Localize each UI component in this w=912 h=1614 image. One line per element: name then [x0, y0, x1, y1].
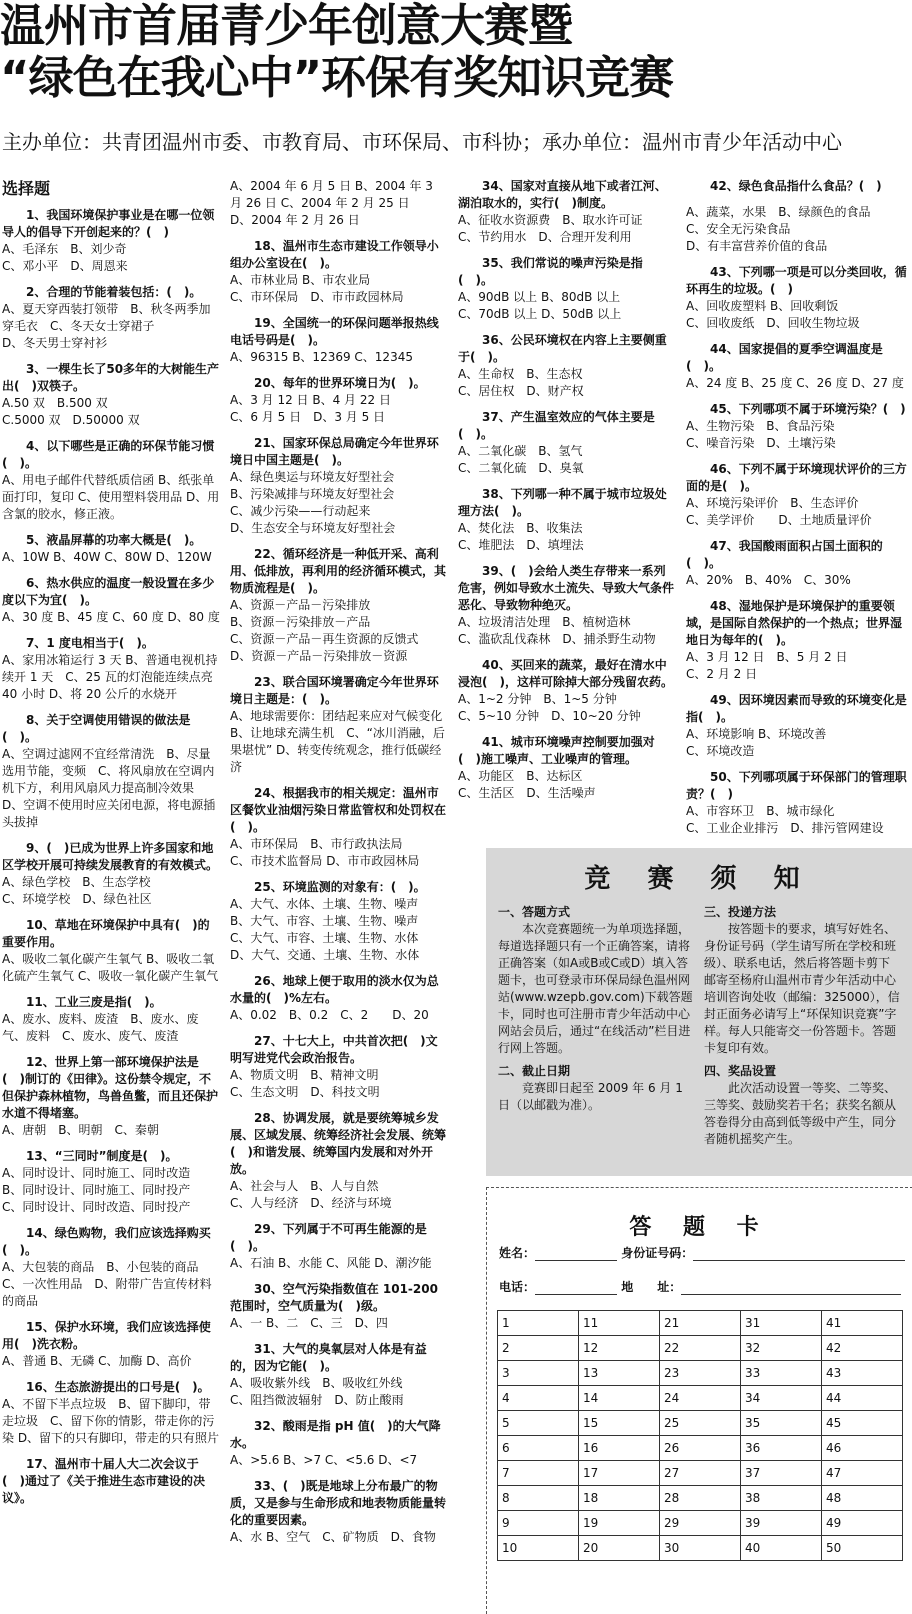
question-item: [2, 1319, 220, 1370]
question-stem: 38、下列哪一种不属于城市垃圾处理方法( )。: [458, 487, 667, 518]
question-item: [230, 1281, 448, 1332]
answer-cell[interactable]: 45: [822, 1411, 903, 1436]
question-item: [458, 563, 676, 648]
answer-cell[interactable]: 12: [579, 1336, 660, 1361]
question-stem: 13、“三同时”制度是( )。: [26, 1149, 178, 1163]
question-item: [458, 734, 676, 802]
answer-cell[interactable]: 40: [741, 1536, 822, 1561]
question-stem: 34、国家对直接从地下或者江河、湖泊取水的，实行( )制度。: [458, 179, 667, 210]
organizers-line: 主办单位：共青团温州市委、市教育局、市环保局、市科协；承办单位：温州市青少年活动中心: [2, 130, 842, 154]
answer-cell[interactable]: 1: [498, 1311, 579, 1336]
question-stem: 23、联合国环境署确定今年世界环境日主题是：( )。: [230, 675, 439, 706]
notice-body: 本次竞赛题统一为单项选择题，每道选择题只有一个正确答案，请将正确答案（如A或B或C或D）填入答题卡，也可登录市环保局绿色温州网站(www.wzepb.gov.com)下载答题卡，同时也可注册市青少年活动中心网站会员后，通过“在线活动”栏目进行网上答题。: [498, 922, 693, 1055]
answer-cell[interactable]: 24: [660, 1386, 741, 1411]
question-options: A、绿色奥运与环境友好型社会: [230, 470, 395, 484]
question-item: [686, 538, 908, 589]
question-options: A、20% B、40% C、30%: [686, 573, 851, 587]
question-options: C、工业企业排污 D、排污管网建设: [686, 821, 884, 835]
question-item: [686, 692, 908, 760]
question-options: A、普通 B、无磷 C、加酶 D、高价: [2, 1354, 192, 1368]
address-line[interactable]: [681, 1282, 901, 1295]
question-options: A、回收废塑料 B、回收剩饭: [686, 299, 839, 313]
notice-body: 此次活动设置一等奖、二等奖、三等奖、鼓励奖若干名；获奖名额从答卷得分由高到低等级中产生，同分者随机摇奖产生。: [704, 1081, 897, 1146]
answer-cell[interactable]: 26: [660, 1436, 741, 1461]
question-item: [230, 1418, 448, 1469]
question-options: A、水 B、空气 C、矿物质 D、食物: [230, 1530, 436, 1544]
answer-card-title: 答 题 卡: [629, 1215, 771, 1240]
question-options: C、居住权 D、财产权: [458, 384, 584, 398]
question-item: [230, 1478, 448, 1546]
answer-grid: [497, 1310, 903, 1561]
question-stem: 45、下列哪项不属于环境污染？( ): [710, 402, 906, 416]
address-label: 地 址：: [621, 1280, 682, 1294]
question-options: B、同时设计、同时施工、同时投产: [2, 1183, 191, 1197]
answer-cell[interactable]: 44: [822, 1386, 903, 1411]
question-options: A、废水、废料、废渣 B、废水、废气、废料 C、废水、废气、废渣: [2, 1012, 199, 1043]
question-item: [2, 207, 220, 275]
question-options: A、30 度 B、45 度 C、60 度 D、80 度: [2, 610, 220, 624]
question-item: [686, 341, 908, 392]
answer-grid-row: [498, 1461, 903, 1486]
name-label: 姓名：: [499, 1246, 536, 1260]
question-options: A、不留下半点垃圾 B、留下脚印，带走垃圾 C、留下你的情影，带走你的污染 D、留下的只有脚印，带走的只有照片: [2, 1397, 220, 1445]
question-stem: 30、空气污染指数值在 101-200 范围时，空气质量为( )级。: [230, 1282, 438, 1313]
question-stem: 27、十七大上，中共首次把( )文明写进党代会政治报告。: [230, 1034, 438, 1065]
question-item: [2, 994, 220, 1045]
question-item: [686, 598, 908, 683]
notice-body: 竞赛即日起至 2009 年 6 月 1 日（以邮戳为准）。: [498, 1081, 683, 1112]
question-options: B、污染减排与环境友好型社会: [230, 487, 395, 501]
answer-grid-row: [498, 1336, 903, 1361]
question-options: A、地球需要你：团结起来应对气候变化 B、让地球充满生机 C、“冰川消融，后果堪忧” D、转变传统观念，推行低碳经济: [230, 709, 445, 774]
question-item: [230, 879, 448, 964]
question-options: C、生态文明 D、科技文明: [230, 1085, 380, 1099]
question-stem: 37、产生温室效应的气体主要是( )。: [458, 410, 655, 441]
question-options: A、0.02 B、0.2 C、2 D、20: [230, 1008, 429, 1022]
question-item: [686, 401, 908, 452]
answer-cell[interactable]: 10: [498, 1536, 579, 1561]
question-options: C、6 月 5 日 D、3 月 5 日: [230, 410, 386, 424]
question-stem: 28、协调发展，就是要统筹城乡发展、区域发展、统筹经济社会发展、统筹( )和谐发展、统筹国内发展和对外开放。: [230, 1111, 447, 1176]
question-options: A、市环保局 B、市行政执法局: [230, 837, 403, 851]
question-item: [458, 409, 676, 477]
question-stem: 43、下列哪一项是可以分类回收，循环再生的垃圾。( ): [686, 265, 907, 296]
question-stem: 8、关于空调使用错误的做法是( )。: [2, 713, 191, 744]
question-stem: 5、液晶屏幕的功率大概是( )。: [26, 533, 202, 547]
answer-cell[interactable]: 17: [579, 1461, 660, 1486]
question-stem: 4、以下哪些是正确的环保节能习惯( )。: [2, 439, 215, 470]
questions-column-1: [2, 178, 220, 1516]
answer-grid-row: [498, 1536, 903, 1561]
question-stem: 1、我国环境保护事业是在哪一位领导人的倡导下开创起来的？( ): [2, 208, 215, 239]
answer-grid-row: [498, 1311, 903, 1336]
question-options: A、焚化法 B、收集法: [458, 521, 583, 535]
notice-right-column: [704, 900, 900, 1154]
question-stem: 17、温州市十届人大二次会议于( )通过了《关于推进生态市建设的决议》。: [2, 1457, 205, 1505]
question-stem: 46、下列不属于环境现状评价的三方面的是( )。: [686, 462, 907, 493]
question-options: C、同时设计、同时改造、同时投产: [2, 1200, 191, 1214]
question-item: [230, 238, 448, 306]
question-stem: 16、生态旅游提出的口号是( )。: [26, 1380, 210, 1394]
phone-line[interactable]: [535, 1282, 617, 1295]
question-options: C、市技术监督局 D、市市政园林局: [230, 854, 420, 868]
question-item: [230, 973, 448, 1024]
question-stem: 50、下列哪项属于环保部门的管理职责？( ): [686, 770, 907, 801]
question-options: A、空调过滤网不宜经常清洗 B、尽量选用节能，变频 C、将风扇放在空调内机下方，利用风扇风力提高制冷效果 D、空调不使用时应关闭电源，将电源插头拔掉: [2, 747, 216, 829]
notice-heading: 二、截止日期: [498, 1064, 571, 1078]
card-row-name: [499, 1244, 905, 1261]
question-stem: 7、1 度电相当于( )。: [26, 636, 154, 650]
headline-line-2: “绿色在我心中”环保有奖知识竞赛: [0, 51, 674, 104]
answer-cell[interactable]: 33: [741, 1361, 822, 1386]
question-options: A、1~2 分钟 B、1~5 分钟: [458, 692, 617, 706]
answer-grid-row: [498, 1436, 903, 1461]
answer-grid-row: [498, 1411, 903, 1436]
notice-body: 按答题卡的要求，填写好姓名、身份证号码（学生请写所在学校和班级）、联系电话，然后将答题卡剪下邮寄至杨府山温州市青少年活动中心培训咨询处收（邮编：325000），信封正面务必请写上“环保知识竞赛”字样。每人只能寄交一份答题卡。答题卡复印有效。: [704, 922, 900, 1055]
answer-cell[interactable]: 7: [498, 1461, 579, 1486]
id-label: 身份证号码：: [621, 1246, 694, 1260]
answer-cell[interactable]: 41: [822, 1311, 903, 1336]
question-options: A、一 B、二 C、三 D、四: [230, 1316, 388, 1330]
answer-cell[interactable]: 3: [498, 1361, 579, 1386]
notice-heading: 四、奖品设置: [704, 1064, 777, 1078]
question-stem: 11、工业三废是指( )。: [26, 995, 162, 1009]
notice-title: 竞 赛 须 知: [584, 864, 814, 894]
section-title: 选择题: [2, 179, 51, 198]
question-stem: 42、绿色食品指什么食品？( ): [710, 179, 882, 193]
question-options: A、同时设计、同时施工、同时改造: [2, 1166, 191, 1180]
question-stem: 40、买回来的蔬菜，最好在清水中浸泡( )，这样可除掉大部分残留农药。: [458, 658, 673, 689]
question-options: D、大气、交通、土壤、生物、水体: [230, 948, 420, 962]
question-item: [2, 1148, 220, 1216]
question-item: [230, 1221, 448, 1272]
answer-cell[interactable]: 47: [822, 1461, 903, 1486]
question-item: [230, 1341, 448, 1409]
question-options: C、环境改造: [686, 744, 755, 758]
questions-column-4: [686, 178, 908, 846]
question-options: A、唐朝 B、明朝 C、秦朝: [2, 1123, 159, 1137]
id-line[interactable]: [693, 1248, 905, 1261]
question-item: [458, 178, 676, 246]
name-line[interactable]: [535, 1248, 617, 1261]
question-options: C、生活区 D、生活噪声: [458, 786, 596, 800]
answer-cell[interactable]: 20: [579, 1536, 660, 1561]
question-item: [2, 532, 220, 566]
card-row-phone: [499, 1278, 901, 1295]
question-stem: 26、地球上便于取用的淡水仅为总水量的( )%左右。: [230, 974, 439, 1005]
question-options: C、2 月 2 日: [686, 667, 758, 681]
answer-cell[interactable]: 36: [741, 1436, 822, 1461]
question-options: C、回收废纸 D、回收生物垃圾: [686, 316, 860, 330]
answer-cell[interactable]: 11: [579, 1311, 660, 1336]
question-options: A、吸收二氧化碳产生氧气 B、吸收二氧化硫产生氧气 C、吸收一氧化碳产生氧气: [2, 952, 219, 983]
question-stem: 49、因环境因素而导致的环境变化是指( )。: [686, 693, 907, 724]
question-stem: 44、国家提倡的夏季空调温度是( )。: [686, 342, 883, 373]
question-options: C、环境学校 D、绿色社区: [2, 892, 152, 906]
question-options: A、吸收紫外线 B、吸收红外线: [230, 1376, 403, 1390]
question-item: [230, 1110, 448, 1212]
question-options: A、2004 年 6 月 5 日 B、2004 年 3 月 26 日 C、2004 年 2 月 25 日: [230, 179, 433, 210]
question-options: A.50 双 B.500 双: [2, 396, 108, 410]
question-options: A、征收水资源费 B、取水许可证: [458, 213, 643, 227]
question-options: C、安全无污染食品: [686, 222, 791, 236]
headline-line-1: 温州市首届青少年创意大赛暨: [0, 0, 573, 52]
question-options: D、冬天男士穿衬衫: [2, 336, 108, 350]
question-item: [230, 178, 448, 229]
question-options: A、用电子邮件代替纸质信函 B、纸张单面打印，复印 C、使用塑料袋用品 D、用含氯的胶水，修正液。: [2, 473, 220, 521]
question-options: C、资源－产品－再生资源的反馈式: [230, 632, 419, 646]
question-stem: 31、大气的臭氧层对人体是有益的，因为它能( )。: [230, 1342, 427, 1373]
question-options: A、环境影响 B、环境改善: [686, 727, 827, 741]
answer-grid-row: [498, 1511, 903, 1536]
question-stem: 12、世界上第一部环境保护法是( )制订的《田律》。这份禁令规定，不但保护森林植物，鸟兽鱼鳖，而且还保护水道不得堵塞。: [2, 1055, 219, 1120]
question-options: A、96315 B、12369 C、12345: [230, 350, 413, 364]
answer-cell[interactable]: 13: [579, 1361, 660, 1386]
question-options: A、绿色学校 B、生态学校: [2, 875, 151, 889]
question-options: B、资源－污染排放－产品: [230, 615, 371, 629]
question-item: [2, 361, 220, 429]
question-options: A、夏天穿西装打领带 B、秋冬两季加穿毛衣 C、冬天女士穿裙子: [2, 302, 211, 333]
answer-cell[interactable]: 21: [660, 1311, 741, 1336]
question-options: A、社会与人 B、人与自然: [230, 1179, 379, 1193]
question-item: [2, 635, 220, 703]
answer-cell[interactable]: 14: [579, 1386, 660, 1411]
answer-cell[interactable]: 38: [741, 1486, 822, 1511]
question-options: A、3 月 12 日 B、4 月 22 日: [230, 393, 391, 407]
question-stem: 25、环境监测的对象有：( )。: [254, 880, 426, 894]
answer-cell[interactable]: 9: [498, 1511, 579, 1536]
question-item: [2, 840, 220, 908]
question-item: [2, 917, 220, 985]
question-item: [230, 375, 448, 426]
question-options: C、减少污染——行动起来: [230, 504, 371, 518]
answer-cell[interactable]: 30: [660, 1536, 741, 1561]
question-stem: 35、我们常说的噪声污染是指( )。: [458, 256, 643, 287]
question-stem: 3、一棵生长了50多年的大树能生产出( )双筷子。: [2, 362, 220, 393]
question-stem: 15、保护水环境，我们应该选择使用( )洗衣粉。: [2, 1320, 211, 1351]
question-stem: 18、温州市生态市建设工作领导小组办公室设在( )。: [230, 239, 439, 270]
question-options: C、邓小平 D、周恩来: [2, 259, 128, 273]
question-item: [686, 461, 908, 529]
question-item: [2, 438, 220, 523]
question-item: [458, 657, 676, 725]
answer-cell[interactable]: 25: [660, 1411, 741, 1436]
question-item: [686, 178, 908, 195]
question-options: A、24 度 B、25 度 C、26 度 D、27 度: [686, 376, 904, 390]
question-options: A、蔬菜，水果 B、绿颜色的食品: [686, 205, 871, 219]
answer-grid-row: [498, 1486, 903, 1511]
questions-column-3: [458, 178, 676, 811]
question-item: [230, 1033, 448, 1101]
answer-cell[interactable]: 6: [498, 1436, 579, 1461]
answer-grid-row: [498, 1386, 903, 1411]
answer-cell[interactable]: 15: [579, 1411, 660, 1436]
question-options: C、70dB 以上 D、50dB 以上: [458, 307, 622, 321]
question-stem: 41、城市环境噪声控制要加强对( )施工噪声、工业噪声的管理。: [458, 735, 655, 766]
question-options: A、石油 B、水能 C、风能 D、潮汐能: [230, 1256, 432, 1270]
question-stem: 9、( )已成为世界上许多国家和地区学校开展可持续发展教育的有效模式。: [2, 841, 219, 872]
answer-cell[interactable]: 18: [579, 1486, 660, 1511]
question-options: C、人与经济 D、经济与环境: [230, 1196, 392, 1210]
phone-label: 电话：: [499, 1280, 536, 1294]
question-stem: 20、每年的世界环境日为( )。: [254, 376, 426, 390]
question-options: D、2004 年 2 月 26 日: [230, 213, 360, 227]
contest-notice-box: [486, 848, 912, 1176]
answer-cell[interactable]: 23: [660, 1361, 741, 1386]
question-options: A、功能区 B、达标区: [458, 769, 583, 783]
question-options: A、物质文明 B、精神文明: [230, 1068, 379, 1082]
question-item: [2, 712, 220, 831]
answer-cell[interactable]: 22: [660, 1336, 741, 1361]
question-item: [230, 546, 448, 665]
answer-card: [486, 1187, 912, 1614]
question-options: A、家用冰箱运行 3 天 B、普通电视机持续开 1 天 C、25 瓦的灯泡能连续点亮 40 小时 D、将 20 公斤的水烧开: [2, 653, 218, 701]
question-options: C、节约用水 D、合理开发利用: [458, 230, 632, 244]
answer-cell[interactable]: 39: [741, 1511, 822, 1536]
question-options: A、大气、水体、土壤、生物、噪声: [230, 897, 419, 911]
answer-cell[interactable]: 28: [660, 1486, 741, 1511]
question-options: C、噪音污染 D、土壤污染: [686, 436, 836, 450]
question-options: A、市林业局 B、市农业局: [230, 273, 371, 287]
question-options: A、市容环卫 B、城市绿化: [686, 804, 835, 818]
question-item: [2, 284, 220, 352]
answer-cell[interactable]: 31: [741, 1311, 822, 1336]
question-options: A、>5.6 B、>7 C、<5.6 D、<7: [230, 1453, 418, 1467]
answer-cell[interactable]: 5: [498, 1411, 579, 1436]
question-item: [458, 332, 676, 400]
question-options: A、大包装的商品 B、小包装的商品 C、一次性用品 D、附带广告宣传材料的商品: [2, 1260, 212, 1308]
answer-cell[interactable]: 42: [822, 1336, 903, 1361]
question-item: [230, 435, 448, 537]
question-item: [686, 264, 908, 332]
question-options: C、滥砍乱伐森林 D、捕杀野生动物: [458, 632, 656, 646]
answer-cell[interactable]: 29: [660, 1511, 741, 1536]
question-options: C.5000 双 D.50000 双: [2, 413, 140, 427]
question-options: C、大气、市容、土壤、生物、水体: [230, 931, 419, 945]
question-options: A、3 月 12 日 B、5 月 2 日: [686, 650, 848, 664]
answer-grid-row: [498, 1361, 903, 1386]
question-stem: 48、湿地保护是环境保护的重要领域，是国际自然保护的一个热点；世界湿地日为每年的( )。: [686, 599, 903, 647]
question-options: A、生命权 B、生态权: [458, 367, 583, 381]
question-stem: 47、我国酸雨面积占国土面积的( )。: [686, 539, 883, 570]
question-stem: 33、( )既是地球上分布最广的物质，又是参与生命形成和地表物质能量转化的重要因素。: [230, 1479, 447, 1527]
question-stem: 32、酸雨是指 pH 值( )的大气降水。: [230, 1419, 441, 1450]
notice-heading: 一、答题方式: [498, 905, 571, 919]
question-item: [2, 1054, 220, 1139]
question-options: A、90dB 以上 B、80dB 以上: [458, 290, 621, 304]
question-stem: 19、全国统一的环保问题举报热线电话号码是( )。: [230, 316, 439, 347]
answer-cell[interactable]: 19: [579, 1511, 660, 1536]
answer-cell[interactable]: 16: [579, 1436, 660, 1461]
question-options: D、生态安全与环境友好型社会: [230, 521, 396, 535]
question-options: A、环境污染评价 B、生态评价: [686, 496, 859, 510]
question-item: [458, 486, 676, 554]
question-item: [2, 1379, 220, 1447]
question-item: [230, 674, 448, 776]
question-stem: 24、根据我市的相关规定：温州市区餐饮业油烟污染日常监管权和处罚权在( )。: [230, 786, 447, 834]
question-stem: 36、公民环境权在内容上主要侧重于( )。: [458, 333, 667, 364]
question-item: [230, 785, 448, 870]
question-stem: 22、循环经济是一种低开采、高利用、低排放，再利用的经济循环模式，其物质流程是( )。: [230, 547, 447, 595]
question-options: A、生物污染 B、食品污染: [686, 419, 835, 433]
question-stem: 14、绿色购物，我们应该选择购买( )。: [2, 1226, 211, 1257]
question-options: A、10W B、40W C、80W D、120W: [2, 550, 212, 564]
question-stem: 6、热水供应的温度一般设置在多少度以下为宜( )。: [2, 576, 215, 607]
answer-cell[interactable]: 48: [822, 1486, 903, 1511]
question-options: D、资源－产品－污染排放－资源: [230, 649, 408, 663]
question-stem: 39、( )会给人类生存带来一系列危害，例如导致水土流失、导致大气条件恶化、导致物种绝灭。: [458, 564, 675, 612]
question-options: A、二氧化碳 B、氢气: [458, 444, 583, 458]
answer-cell[interactable]: 37: [741, 1461, 822, 1486]
question-options: C、5~10 分钟 D、10~20 分钟: [458, 709, 641, 723]
answer-cell[interactable]: 8: [498, 1486, 579, 1511]
answer-cell[interactable]: 35: [741, 1411, 822, 1436]
question-options: A、资源－产品－污染排放: [230, 598, 371, 612]
question-options: C、堆肥法 D、填埋法: [458, 538, 584, 552]
notice-heading: 三、投递方法: [704, 905, 777, 919]
answer-cell[interactable]: 27: [660, 1461, 741, 1486]
answer-cell[interactable]: 49: [822, 1511, 903, 1536]
answer-cell[interactable]: 50: [822, 1536, 903, 1561]
question-stem: 2、合理的节能着装包括：( )。: [26, 285, 202, 299]
question-stem: 21、国家环保总局确定今年世界环境日中国主题是( )。: [230, 436, 439, 467]
question-options: D、有丰富营养价值的食品: [686, 239, 828, 253]
question-item: [686, 204, 908, 255]
answer-cell[interactable]: 46: [822, 1436, 903, 1461]
question-options: C、阻挡微波辐射 D、防止酸雨: [230, 1393, 404, 1407]
question-options: C、美学评价 D、土地质量评价: [686, 513, 872, 527]
answer-cell[interactable]: 2: [498, 1336, 579, 1361]
answer-cell[interactable]: 32: [741, 1336, 822, 1361]
answer-cell[interactable]: 43: [822, 1361, 903, 1386]
question-stem: 10、草地在环境保护中具有( )的重要作用。: [2, 918, 210, 949]
question-item: [230, 315, 448, 366]
question-options: C、二氧化硫 D、臭氧: [458, 461, 584, 475]
notice-left-column: [498, 900, 694, 1120]
question-options: A、毛泽东 B、刘少奇: [2, 242, 127, 256]
question-item: [2, 575, 220, 626]
answer-cell[interactable]: 34: [741, 1386, 822, 1411]
question-item: [686, 769, 908, 837]
question-stem: 29、下列属于不可再生能源的是( )。: [230, 1222, 427, 1253]
question-options: A、垃圾清洁处理 B、植树造林: [458, 615, 631, 629]
question-options: C、市环保局 D、市市政园林局: [230, 290, 404, 304]
questions-column-2: [230, 178, 448, 1555]
question-item: [2, 1225, 220, 1310]
question-item: [2, 1456, 220, 1507]
question-item: [458, 255, 676, 323]
question-options: B、大气、市容、土壤、生物、噪声: [230, 914, 419, 928]
answer-cell[interactable]: 4: [498, 1386, 579, 1411]
